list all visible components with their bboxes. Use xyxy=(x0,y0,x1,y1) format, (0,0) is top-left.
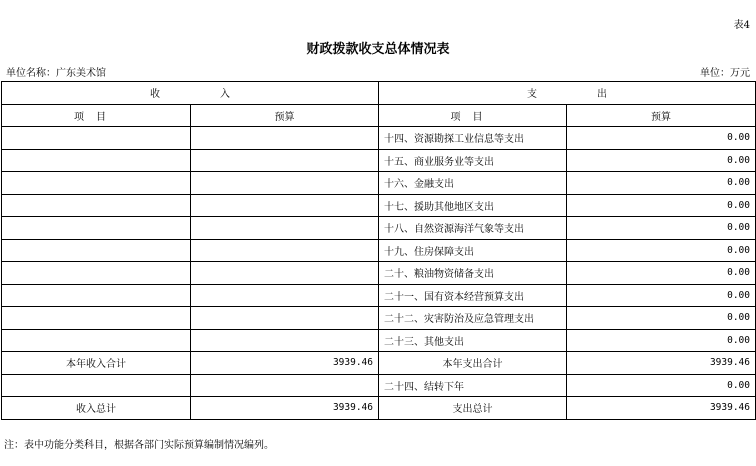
income-item-cell xyxy=(2,239,191,262)
table-row xyxy=(2,217,756,240)
empty-cell xyxy=(191,374,379,397)
income-group-header: 收入 xyxy=(2,82,379,105)
income-item-header: 项目 xyxy=(2,104,191,127)
income-item-cell xyxy=(2,217,191,240)
income-budget-cell xyxy=(191,262,379,285)
table-row xyxy=(2,262,756,285)
income-budget-cell xyxy=(191,307,379,330)
expense-budget-cell: 0.00 xyxy=(567,329,756,352)
income-item-cell xyxy=(2,307,191,330)
table-number: 表4 xyxy=(733,20,750,31)
page-title: 财政拨款收支总体情况表 xyxy=(306,42,450,57)
carry-forward-value: 0.00 xyxy=(567,374,756,397)
expense-item-cell: 二十二、灾害防治及应急管理支出 xyxy=(379,307,567,330)
income-item-cell xyxy=(2,172,191,195)
expense-budget-cell: 0.00 xyxy=(567,262,756,285)
expense-item-cell: 十七、援助其他地区支出 xyxy=(379,194,567,217)
income-budget-cell xyxy=(191,149,379,172)
year-expense-label: 本年支出合计 xyxy=(379,352,567,375)
expense-item-cell: 十五、商业服务业等支出 xyxy=(379,149,567,172)
expense-budget-header: 预算 xyxy=(567,104,756,127)
grand-total-row xyxy=(2,397,756,420)
table-row xyxy=(2,172,756,195)
expense-budget-cell: 0.00 xyxy=(567,172,756,195)
income-item-cell xyxy=(2,284,191,307)
income-item-cell xyxy=(2,262,191,285)
currency-unit: 单位：万元 xyxy=(700,68,750,79)
expense-group-header: 支出 xyxy=(379,82,756,105)
table-row xyxy=(2,239,756,262)
expense-budget-cell: 0.00 xyxy=(567,307,756,330)
table-row xyxy=(2,149,756,172)
income-budget-cell xyxy=(191,172,379,195)
year-expense-value: 3939.46 xyxy=(567,352,756,375)
income-item-cell xyxy=(2,329,191,352)
expense-total-label: 支出总计 xyxy=(379,397,567,420)
expense-item-cell: 二十、粮油物资储备支出 xyxy=(379,262,567,285)
income-item-cell xyxy=(2,127,191,150)
table-row xyxy=(2,307,756,330)
table-row xyxy=(2,127,756,150)
footnote: 注：表中功能分类科目，根据各部门实际预算编制情况编列。 xyxy=(4,440,274,451)
income-budget-cell xyxy=(191,217,379,240)
table-row xyxy=(2,329,756,352)
income-item-cell xyxy=(2,149,191,172)
expense-budget-cell: 0.00 xyxy=(567,149,756,172)
expense-budget-cell: 0.00 xyxy=(567,217,756,240)
year-income-label: 本年收入合计 xyxy=(2,352,191,375)
expense-budget-cell: 0.00 xyxy=(567,194,756,217)
budget-table xyxy=(1,81,756,420)
income-budget-cell xyxy=(191,194,379,217)
income-budget-cell xyxy=(191,284,379,307)
expense-item-cell: 二十一、国有资本经营预算支出 xyxy=(379,284,567,307)
unit-name: 单位名称：广东美术馆 xyxy=(6,68,106,79)
table-row xyxy=(2,284,756,307)
expense-budget-cell: 0.00 xyxy=(567,127,756,150)
column-header-row xyxy=(2,104,756,127)
carry-forward-label: 二十四、结转下年 xyxy=(379,374,567,397)
year-total-row xyxy=(2,352,756,375)
expense-item-cell: 十九、住房保障支出 xyxy=(379,239,567,262)
group-header-row xyxy=(2,82,756,105)
table-row xyxy=(2,194,756,217)
income-budget-cell xyxy=(191,329,379,352)
income-budget-header: 预算 xyxy=(191,104,379,127)
expense-item-header: 项目 xyxy=(379,104,567,127)
expense-budget-cell: 0.00 xyxy=(567,239,756,262)
expense-budget-cell: 0.00 xyxy=(567,284,756,307)
expense-total-value: 3939.46 xyxy=(567,397,756,420)
carry-forward-row xyxy=(2,374,756,397)
expense-item-cell: 十四、资源勘探工业信息等支出 xyxy=(379,127,567,150)
empty-cell xyxy=(2,374,191,397)
income-total-value: 3939.46 xyxy=(191,397,379,420)
income-item-cell xyxy=(2,194,191,217)
expense-item-cell: 十八、自然资源海洋气象等支出 xyxy=(379,217,567,240)
income-budget-cell xyxy=(191,239,379,262)
income-budget-cell xyxy=(191,127,379,150)
expense-item-cell: 十六、金融支出 xyxy=(379,172,567,195)
income-total-label: 收入总计 xyxy=(2,397,191,420)
expense-item-cell: 二十三、其他支出 xyxy=(379,329,567,352)
year-income-value: 3939.46 xyxy=(191,352,379,375)
